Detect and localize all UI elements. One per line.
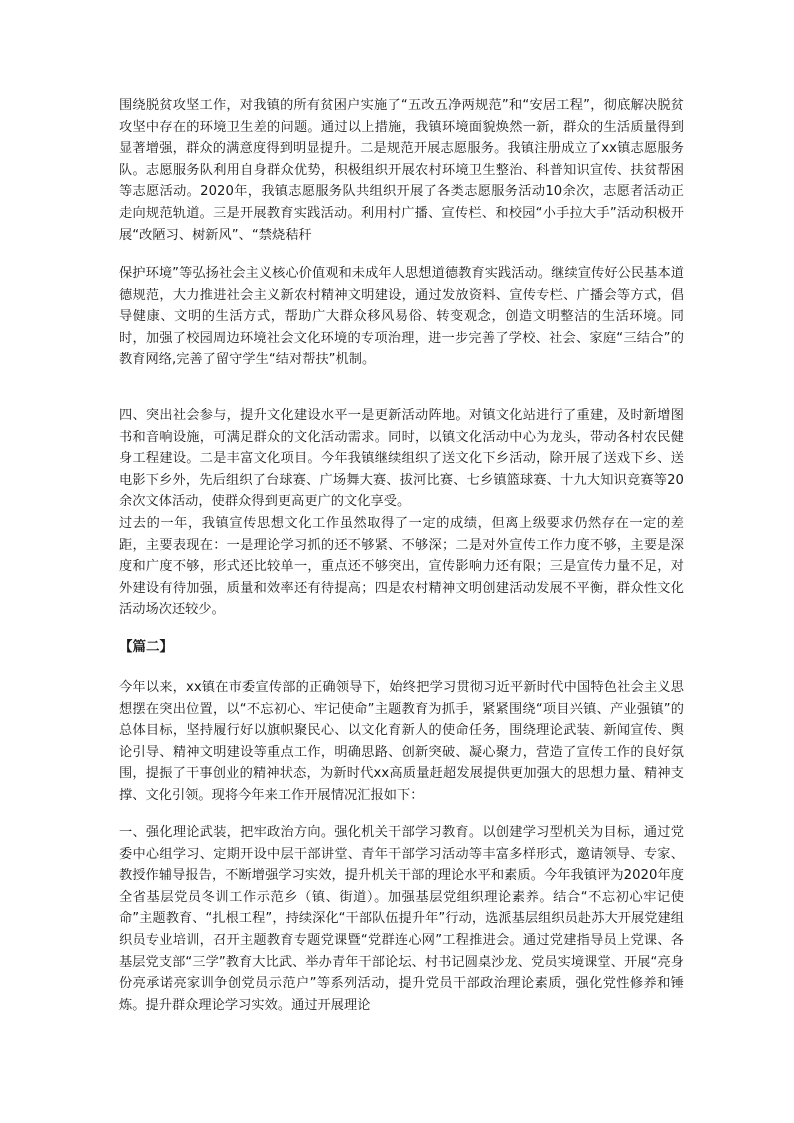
paragraph-6: 一、强化理论武装，把牢政治方向。强化机关干部学习教育。以创建学习型机关为目标，通过党委中心组学习、定期开设中层干部讲堂、青年干部学习活动等丰富多样形式，邀请领导、专家、教授作辅导报告，不断增强学习实效，提升机关干部的理论水平和素质。今年我镇评为2020年度全省基层党员冬训工作示范乡（镇、街道）。加强基层党组织理论素养。结合“不忘初心牢记使命”主题教育、“扎根工程”，持续深化“干部队伍提升年”行动，选派基层组织员赴苏大开展党建组织员专业培训，召开主题教育专题党课暨“党群连心网”工程推进会。通过党建指导员上党课、各基层党支部“三学”教育大比武、举办青年干部论坛、村书记圆桌沙龙、党员实境课堂、开展“亮身份亮承诺亮家训争创党员示范户”等系列活动，提升党员干部政治理论素质，强化党性修养和锤炼。提升群众理论学习实效。通过开展理论 [119, 825, 684, 1013]
section-heading: 【篇二】 [119, 639, 173, 655]
paragraph-4: 过去的一年，我镇宣传思想文化工作虽然取得了一定的成绩，但离上级要求仍然存在一定的差距，主要表现在：一是理论学习抓的还不够紧、不够深；二是对外宣传工作力度不够，主要是深度和广度不够，形式还比较单一，重点还不够突出，宣传影响力还有限；三是宣传力量不足，对外建设有待加强，质量和效率还有待提高；四是农村精神文明创建活动发展不平衡，群众性文化活动场次还较少。 [119, 516, 684, 618]
paragraph-2: 保护环境”等弘扬社会主义核心价值观和未成年人思想道德教育实践活动。继续宣传好公民基本道德规范，大力推进社会主义新农村精神文明建设，通过发放资料、宣传专栏、广播会等方式，倡导健康、文明的生活方式，帮助广大群众移风易俗、转变观念，创造文明整洁的生活环境。同时，加强了校园周边环境社会文化环境的专项治理，进一步完善了学校、社会、家庭“三结合”的教育网络,完善了留守学生“结对帮扶”机制。 [119, 266, 684, 368]
paragraph-5: 今年以来，xx镇在市委宣传部的正确领导下，始终把学习贯彻习近平新时代中国特色社会主义思想摆在突出位置，以“不忘初心、牢记使命”主题教育为抓手，紧紧围绕“项目兴镇、产业强镇”的总体目标，坚持履行好以旗帜聚民心、以文化育新人的使命任务，围绕理论武装、新闻宣传、舆论引导、精神文明建设等重点工作，明确思路、创新突破、凝心聚力，营造了宣传工作的良好氛围，提振了干事创业的精神状态，为新时代xx高质量赶超发展提供更加强大的思想力量、精神支撑、文化引领。现将今年来工作开展情况汇报如下： [119, 680, 684, 803]
paragraph-1: 围绕脱贫攻坚工作，对我镇的所有贫困户实施了“五改五净两规范”和“安居工程”，彻底解决脱贫攻坚中存在的环境卫生差的问题。通过以上措施，我镇环境面貌焕然一新，群众的生活质量得到显著增强，群众的满意度得到明显提升。二是规范开展志愿服务。我镇注册成立了xx镇志愿服务队。志愿服务队利用自身群众优势，积极组织开展农村环境卫生整治、科普知识宣传、扶贫帮困等志愿活动。2020年，我镇志愿服务队共组织开展了各类志愿服务活动10余次，志愿者活动正走向规范轨道。三是开展教育实践活动。利用村广播、宣传栏、和校园“小手拉大手”活动积极开展“改陋习、树新风”、“禁烧秸秆 [119, 98, 684, 243]
paragraph-3: 四、突出社会参与，提升文化建设水平一是更新活动阵地。对镇文化站进行了重建，及时新增图书和音响设施，可满足群众的文化活动需求。同时，以镇文化活动中心为龙头，带动各村农民健身工程建设。二是丰富文化项目。今年我镇继续组织了送文化下乡活动，除开展了送戏下乡、送电影下乡外，先后组织了台球赛、广场舞大赛、拔河比赛、七乡镇篮球赛、十九大知识竞赛等20余次文体活动，使群众得到更高更广的文化享受。 [119, 408, 684, 510]
